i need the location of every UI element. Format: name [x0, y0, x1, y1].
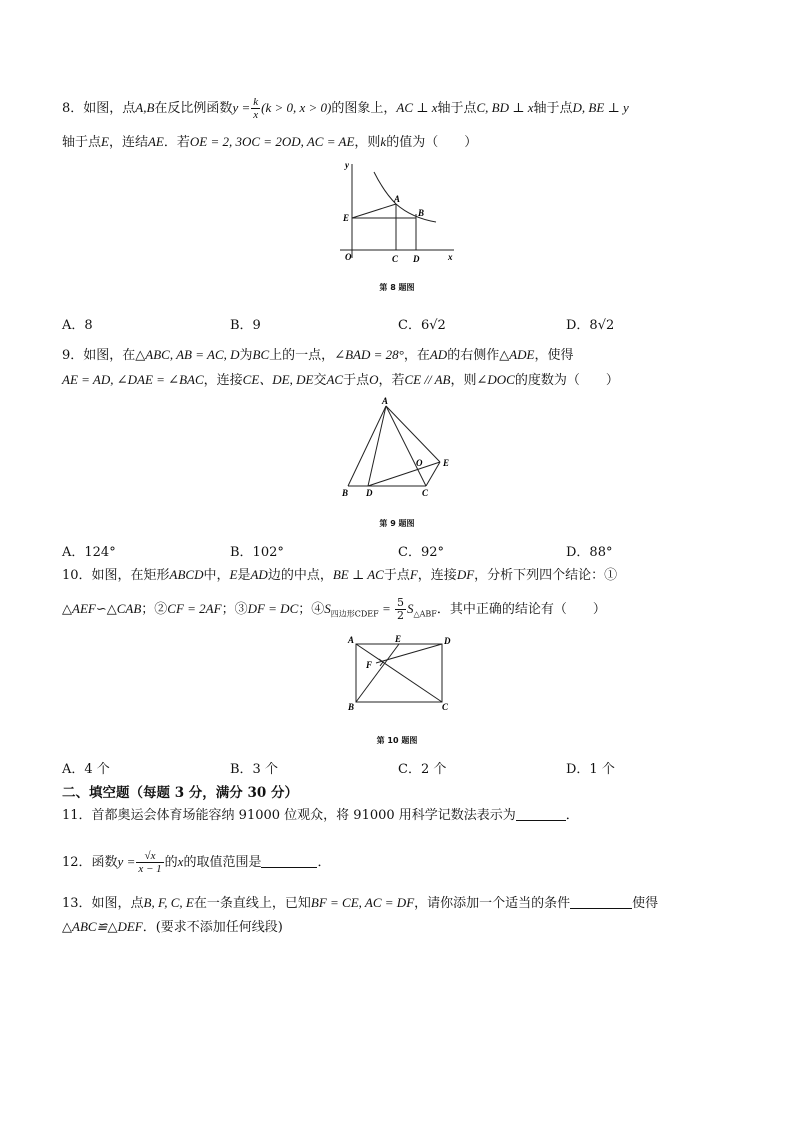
- q10-text: 中，: [203, 568, 230, 583]
- label-B: B: [418, 208, 425, 218]
- q12-answer-blank[interactable]: [261, 855, 317, 868]
- label-O: O: [345, 252, 352, 262]
- q10-text: ，连接: [417, 568, 457, 583]
- q9-text: ，使得: [534, 348, 574, 363]
- segment-EA: [352, 204, 396, 218]
- q9-text: 于点: [343, 373, 370, 388]
- q10-figure: [344, 632, 454, 712]
- fraction-denominator: x: [253, 109, 259, 121]
- q9-text: ，在: [403, 348, 430, 363]
- q10-math: ABCD: [169, 567, 204, 582]
- q9-line2: [62, 371, 619, 390]
- q8-text: 8．如图，点: [62, 101, 136, 116]
- segment-AE: [386, 406, 440, 462]
- q9-text: 9．如图，在: [62, 348, 136, 363]
- q10-fraction: [395, 597, 406, 622]
- q10-math: BE ⊥ AC: [332, 567, 384, 582]
- q11-text: ．: [565, 808, 579, 823]
- q12-text: 的取值范围是: [183, 855, 262, 870]
- label-D: D: [413, 254, 420, 264]
- q8-math: C, BD ⊥ x: [476, 100, 534, 115]
- segment-BE: [356, 644, 399, 702]
- q11-text: 11．首都奥运会体育场能容纳 91000 位观众，将 91000 用科学记数法表示为: [62, 808, 516, 823]
- q10-line2: [62, 597, 606, 624]
- q13-text: ．(要求不添加任何线段): [142, 920, 283, 935]
- segment-AB: [348, 406, 386, 486]
- q10-subscript: 四边形CDEF: [330, 609, 379, 619]
- label-E: E: [395, 634, 402, 644]
- q10-text: ，分析下列四个结论：①: [474, 568, 618, 583]
- q13-text: ，请你添加一个适当的条件: [414, 896, 571, 911]
- q12-math: x: [177, 854, 184, 869]
- q12-math: y =: [117, 854, 136, 869]
- label-E: E: [343, 213, 350, 223]
- q10-figure-caption: 第 10 题图: [376, 736, 418, 745]
- q9-figure-caption: 第 9 题图: [379, 519, 415, 528]
- q9-math: CE、DE, DE: [242, 372, 314, 387]
- q8-text: 的值为（ ）: [386, 135, 478, 150]
- label-B: B: [342, 488, 349, 498]
- q10-math: S: [406, 601, 414, 616]
- q8-text: 轴于点: [62, 135, 102, 150]
- fraction-denominator: 2: [396, 609, 404, 622]
- q9-math: AE = AD, ∠DAE = ∠BAC: [62, 372, 204, 387]
- q8-text: ，则: [354, 135, 381, 150]
- segment-DF: [376, 644, 442, 663]
- q9-line1: [62, 346, 574, 365]
- label-C: C: [392, 254, 399, 264]
- q10-text: 10．如图，在矩形: [62, 568, 170, 583]
- q13-math: △ABC≌△DEF: [62, 919, 143, 934]
- fraction-denominator: x − 1: [138, 863, 162, 875]
- q13-line1: [62, 894, 658, 913]
- q8-text: ．若: [163, 135, 190, 150]
- q9-math: BC: [252, 347, 270, 362]
- q10-subscript: △ABF: [413, 609, 437, 619]
- q10-math: S: [324, 601, 331, 616]
- q10-option-b[interactable]: B．3 个: [230, 762, 278, 777]
- q13-line2: [62, 918, 283, 937]
- q10-math: DF = DC: [247, 601, 299, 616]
- q9-option-c[interactable]: C．92°: [398, 545, 444, 560]
- q8-line1: [62, 96, 629, 121]
- q8-figure: [336, 158, 458, 270]
- q9-option-d[interactable]: D．88°: [566, 545, 613, 560]
- q13-text: 在一条直线上，已知: [193, 896, 311, 911]
- q9-text: 交: [313, 373, 327, 388]
- label-C: C: [422, 488, 429, 498]
- q10-math: F: [409, 567, 418, 582]
- q9-math: ∠DOC: [476, 372, 515, 387]
- q10-text: 边的中点，: [267, 568, 333, 583]
- q12-text: 的: [164, 855, 178, 870]
- hyperbola-curve: [374, 172, 436, 222]
- q9-text: 的右侧作: [447, 348, 500, 363]
- q8-option-d[interactable]: D．8√2: [566, 318, 615, 333]
- fraction-numerator: 5: [396, 596, 404, 609]
- label-D: D: [444, 636, 451, 646]
- segment-AC: [356, 644, 442, 702]
- q8-math: E: [101, 134, 109, 149]
- q8-math: AC ⊥ x: [396, 100, 438, 115]
- q8-option-a[interactable]: A．8: [62, 318, 93, 333]
- q10-option-a[interactable]: A．4 个: [62, 762, 110, 777]
- q8-text: 轴于点: [533, 101, 573, 116]
- q8-math: (k > 0, x > 0): [261, 100, 332, 115]
- label-B: B: [348, 702, 355, 712]
- q9-math: ∠BAD = 28°: [334, 347, 404, 362]
- segment-DE: [368, 462, 440, 486]
- label-O: O: [416, 458, 423, 468]
- q8-text: 的图象上，: [331, 101, 397, 116]
- q9-math: AD: [429, 347, 448, 362]
- q9-math: AC: [326, 372, 344, 387]
- q11-line: [62, 807, 579, 825]
- q13-text: 13．如图，点: [62, 896, 144, 911]
- q9-text: 上的一点，: [269, 348, 335, 363]
- q10-text: ；③: [221, 602, 248, 617]
- label-x: x: [448, 252, 453, 262]
- q8-option-c[interactable]: C．6√2: [398, 318, 446, 333]
- segment-AD: [368, 406, 386, 486]
- q8-figure-caption: 第 8 题图: [379, 283, 415, 292]
- q10-text: ；④: [298, 602, 325, 617]
- label-C: C: [442, 702, 449, 712]
- q10-option-c[interactable]: C．2 个: [398, 762, 447, 777]
- q10-math: E: [229, 567, 238, 582]
- section-heading: 二、填空题（每题 3 分，满分 30 分）: [62, 785, 298, 801]
- q10-text: ．其中正确的结论有（ ）: [436, 602, 606, 617]
- segment-AC: [386, 406, 426, 486]
- q8-option-b[interactable]: B．9: [230, 318, 261, 333]
- q9-math: CE // AB: [404, 372, 451, 387]
- q9-figure: [336, 396, 462, 500]
- q10-text: 于点: [383, 568, 410, 583]
- q10-math: △AEF∽△CAB: [62, 601, 142, 616]
- q11-answer-blank[interactable]: [516, 808, 566, 821]
- fraction-numerator: √x: [136, 850, 163, 863]
- label-E: E: [443, 458, 450, 468]
- q9-text: ，则: [450, 373, 477, 388]
- fraction-numerator: k: [253, 96, 259, 108]
- q9-math: △ADE: [499, 347, 535, 362]
- q9-math: △ABC, AB = AC, D: [135, 347, 240, 362]
- q9-text: ，连接: [203, 373, 243, 388]
- label-D: D: [366, 488, 373, 498]
- q8-math: D, BE ⊥ y: [572, 100, 629, 115]
- q12-text: ．: [317, 855, 331, 870]
- q9-option-a[interactable]: A．124°: [62, 545, 116, 560]
- q10-math: =: [378, 601, 394, 616]
- q10-text: ；②: [141, 602, 168, 617]
- right-angle-mark: [379, 659, 383, 666]
- q10-text: 是: [237, 568, 251, 583]
- q13-text: 使得: [632, 896, 659, 911]
- q8-math: OE = 2, 3OC = 2OD, AC = AE: [189, 134, 355, 149]
- label-A: A: [382, 396, 389, 406]
- q9-text: 的度数为（ ）: [514, 373, 619, 388]
- q8-text: ，连结: [108, 135, 148, 150]
- q12-line: [62, 850, 330, 875]
- q9-math: O: [369, 372, 379, 387]
- q10-line1: [62, 566, 617, 585]
- q8-math: AE: [147, 134, 164, 149]
- label-A: A: [348, 635, 355, 645]
- q13-math: B, F, C, E: [143, 895, 194, 910]
- q8-math: A,B: [135, 100, 155, 115]
- q9-text: 为: [239, 348, 253, 363]
- q8-text: 在反比例函数: [154, 101, 233, 116]
- q10-math: CF = 2AF: [167, 601, 222, 616]
- q8-line2: [62, 133, 477, 152]
- label-F: F: [366, 660, 373, 670]
- q8-text: 轴于点: [437, 101, 477, 116]
- q13-math: BF = CE, AC = DF: [310, 895, 415, 910]
- q12-text: 12．函数: [62, 855, 118, 870]
- q9-option-b[interactable]: B．102°: [230, 545, 284, 560]
- q10-math: AD: [250, 567, 268, 582]
- q9-text: ，若: [378, 373, 405, 388]
- q10-math: DF: [456, 567, 475, 582]
- q12-fraction: [136, 850, 163, 875]
- label-y: y: [345, 160, 349, 170]
- q13-answer-blank[interactable]: [570, 896, 632, 909]
- q8-fraction: [251, 96, 260, 121]
- q8-math: k: [380, 134, 387, 149]
- q10-option-d[interactable]: D．1 个: [566, 762, 615, 777]
- q8-math: y =: [232, 100, 251, 115]
- label-A: A: [394, 194, 401, 204]
